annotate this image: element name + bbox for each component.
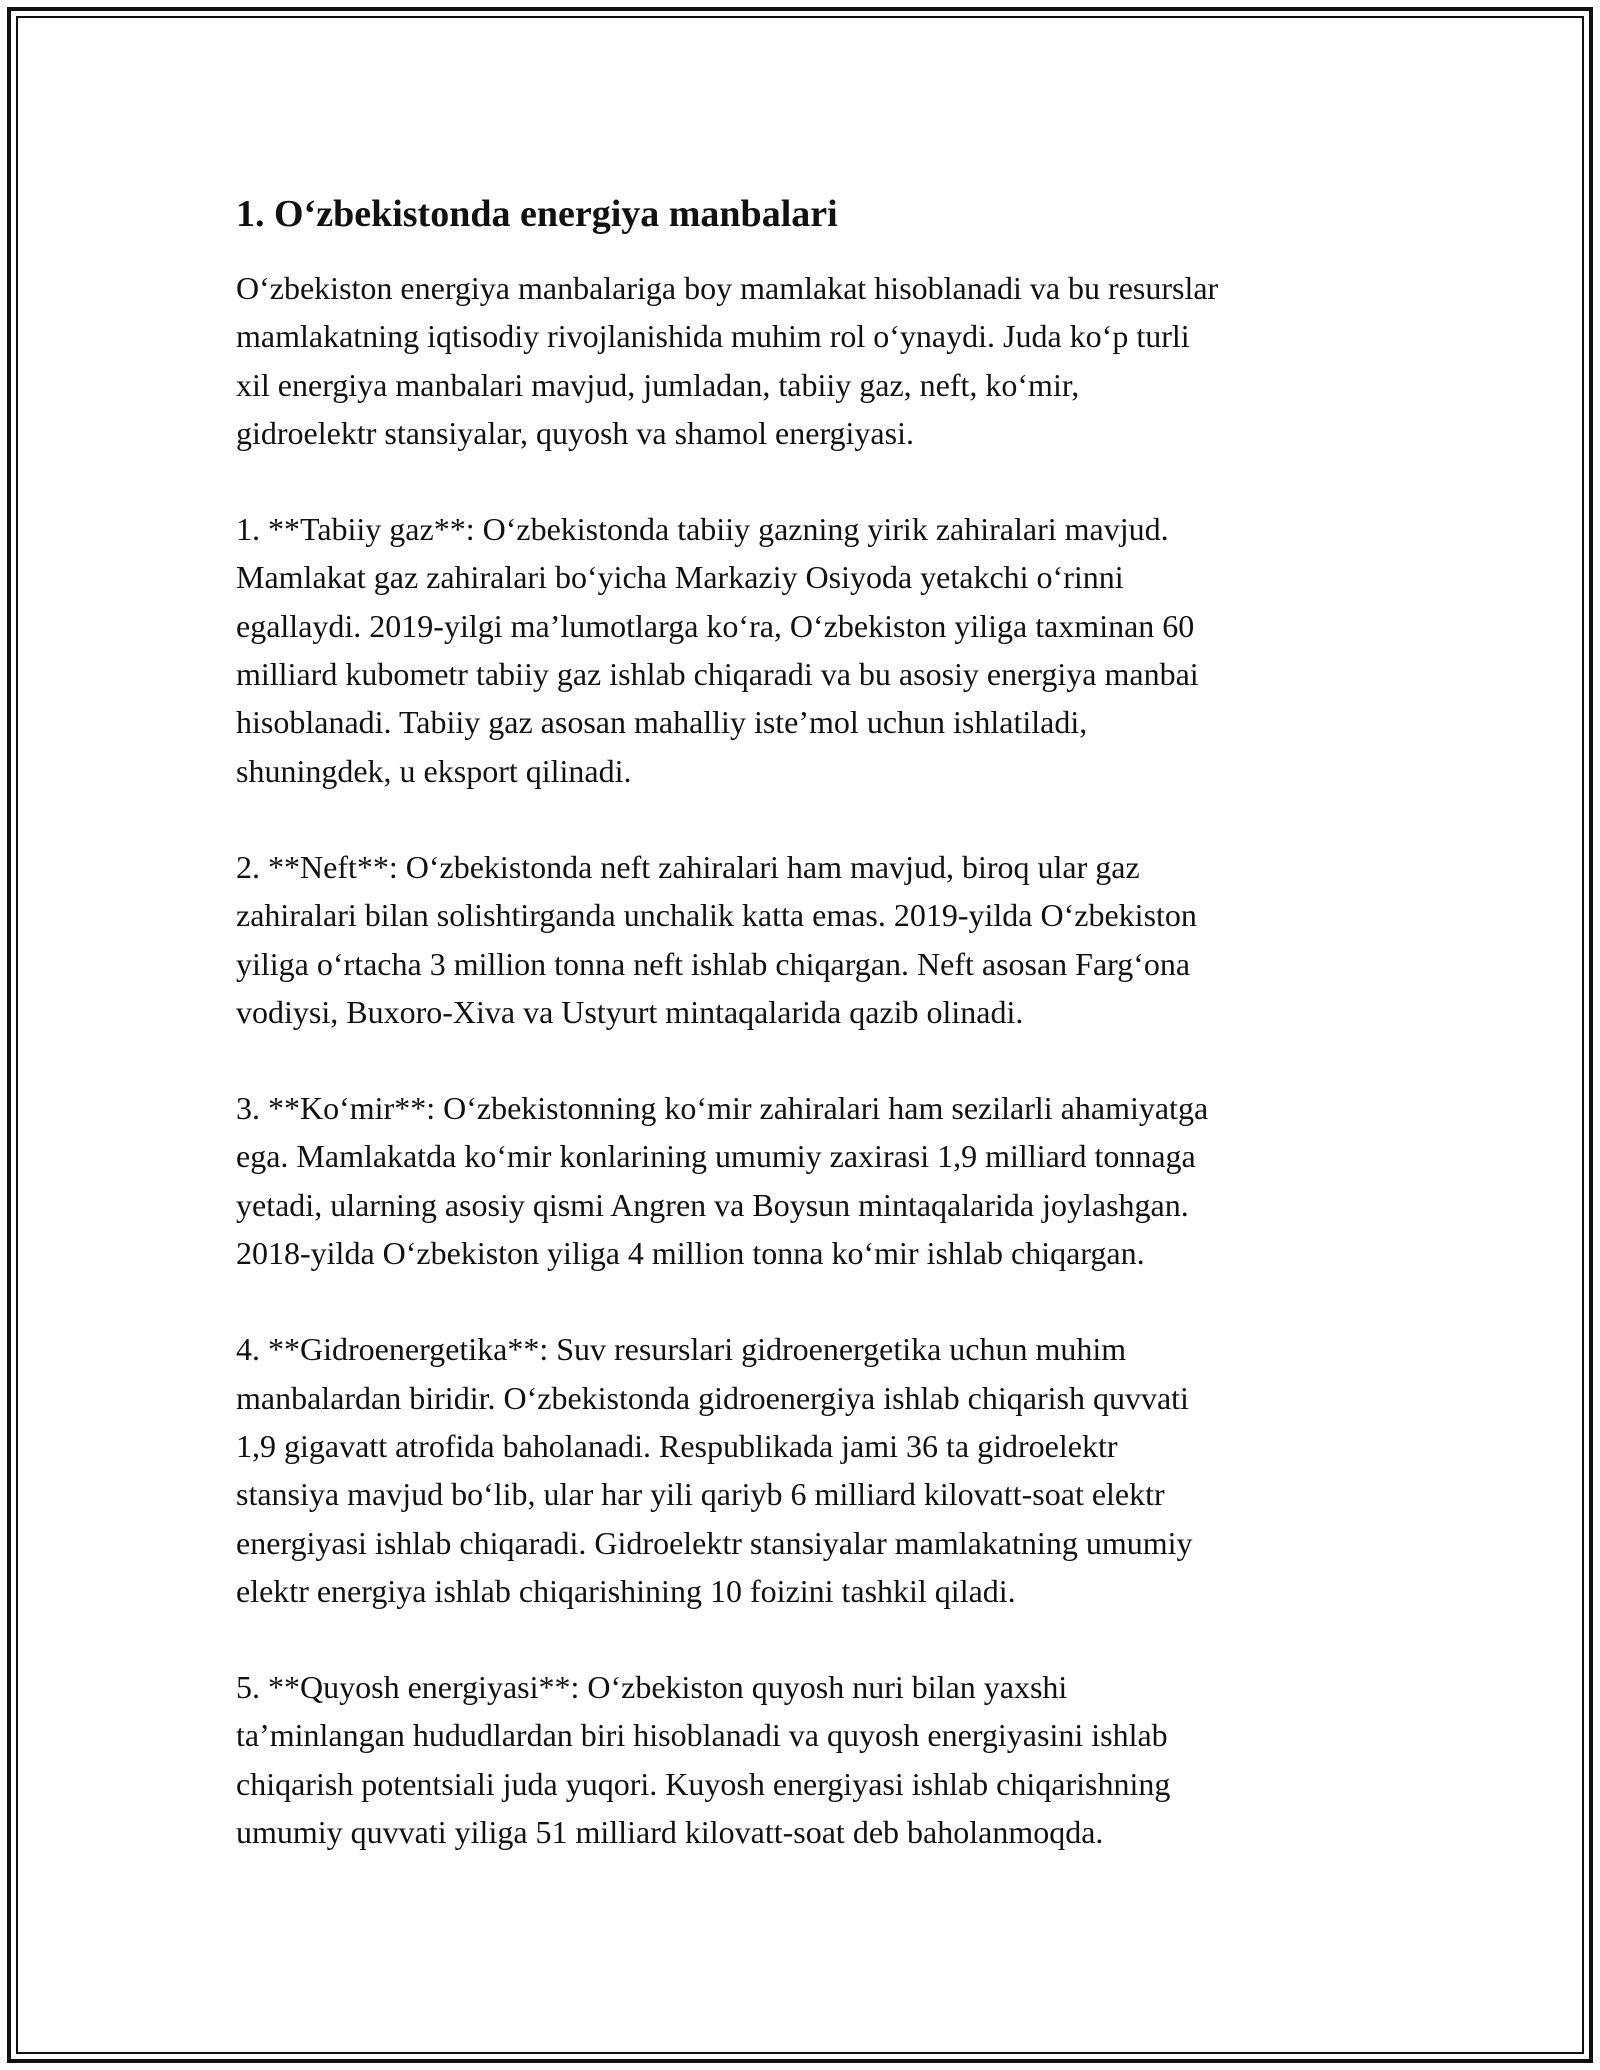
paragraph-line: O‘zbekiston energiya manbalariga boy mamlakat hisoblanadi va bu resurslar: [236, 270, 1219, 306]
paragraph-list: [236, 264, 1376, 1856]
paragraph-line: zahiralari bilan solishtirganda unchalik katta emas. 2019-yilda O‘zbekiston: [236, 897, 1197, 934]
paragraph-line: xil energiya manbalari mavjud, jumladan, tabiiy gaz, neft, ko‘mir,: [236, 366, 1080, 403]
paragraph-line: mamlakatning iqtisodiy rivojlanishida muhim rol o‘ynaydi. Juda ko‘p turli: [236, 318, 1190, 355]
paragraph-line: ega. Mamlakatda ko‘mir konlarining umumiy zaxirasi 1,9 milliard tonnaga: [236, 1138, 1196, 1175]
paragraph-line: 1. **Tabiiy gaz**: O‘zbekistonda tabiiy gazning yirik zahiralari mavjud.: [236, 511, 1169, 548]
paragraph-line: Mamlakat gaz zahiralari bo‘yicha Markaziy Osiyoda yetakchi o‘rinni: [236, 559, 1124, 596]
paragraph-line: manbalardan biridir. O‘zbekistonda gidroenergiya ishlab chiqarish quvvati: [236, 1379, 1189, 1416]
paragraph-line: 4. **Gidroenergetika**: Suv resurslari gidroenergetika uchun muhim: [236, 1331, 1127, 1368]
paragraph-line: stansiya mavjud bo‘lib, ular har yili qariyb 6 milliard kilovatt-soat elektr: [236, 1476, 1165, 1513]
paragraph-line: vodiysi, Buxoro-Xiva va Ustyurt mintaqalarida qazib olinadi.: [236, 993, 1024, 1030]
paragraph-line: chiqarish potentsiali juda yuqori. Kuyosh energiyasi ishlab chiqarishning: [236, 1765, 1171, 1802]
paragraph-line: 2. **Neft**: O‘zbekistonda neft zahiralari ham mavjud, biroq ular gaz: [236, 848, 1140, 885]
paragraph-line: elektr energiya ishlab chiqarishining 10 foizini tashkil qiladi.: [236, 1572, 1016, 1609]
paragraph-line: ta’minlangan hududlardan biri hisoblanadi va quyosh energiyasini ishlab: [236, 1717, 1168, 1754]
paragraph: [236, 1084, 1376, 1277]
paragraph: [236, 1663, 1376, 1856]
document-body: [236, 186, 1376, 1904]
paragraph-line: 5. **Quyosh energiyasi**: O‘zbekiston quyosh nuri bilan yaxshi: [236, 1669, 1068, 1706]
paragraph-line: yiliga o‘rtacha 3 million tonna neft ishlab chiqargan. Neft asosan Farg‘ona: [236, 945, 1191, 982]
paragraph: [236, 264, 1376, 457]
paragraph: [236, 843, 1376, 1036]
paragraph-line: 3. **Ko‘mir**: O‘zbekistonning ko‘mir zahiralari ham sezilarli ahamiyatga: [236, 1090, 1209, 1127]
paragraph-line: yetadi, ularning asosiy qismi Angren va Boysun mintaqalarida joylashgan.: [236, 1186, 1189, 1223]
paragraph-line: hisoblanadi. Tabiiy gaz asosan mahalliy iste’mol uchun ishlatiladi,: [236, 704, 1088, 741]
paragraph-line: 1,9 gigavatt atrofida baholanadi. Respublikada jami 36 ta gidroelektr: [236, 1427, 1118, 1464]
paragraph: [236, 505, 1376, 795]
paragraph-line: gidroelektr stansiyalar, quyosh va shamol energiyasi.: [236, 414, 914, 451]
paragraph-line: umumiy quvvati yiliga 51 milliard kilovatt-soat deb baholanmoqda.: [236, 1814, 1104, 1851]
paragraph-line: shuningdek, u eksport qilinadi.: [236, 752, 632, 789]
paragraph-line: energiyasi ishlab chiqaradi. Gidroelektr stansiyalar mamlakatning umumiy: [236, 1524, 1193, 1561]
paragraph-line: egallaydi. 2019-yilgi ma’lumotlarga ko‘ra, O‘zbekiston yiliga taxminan 60: [236, 607, 1195, 644]
section-heading: 1. O‘zbekistonda energiya manbalari: [236, 193, 838, 235]
paragraph-line: 2018-yilda O‘zbekiston yiliga 4 million tonna ko‘mir ishlab chiqargan.: [236, 1235, 1145, 1272]
paragraph: [236, 1325, 1376, 1615]
paragraph-line: milliard kubometr tabiiy gaz ishlab chiqaradi va bu asosiy energiya manbai: [236, 656, 1199, 693]
